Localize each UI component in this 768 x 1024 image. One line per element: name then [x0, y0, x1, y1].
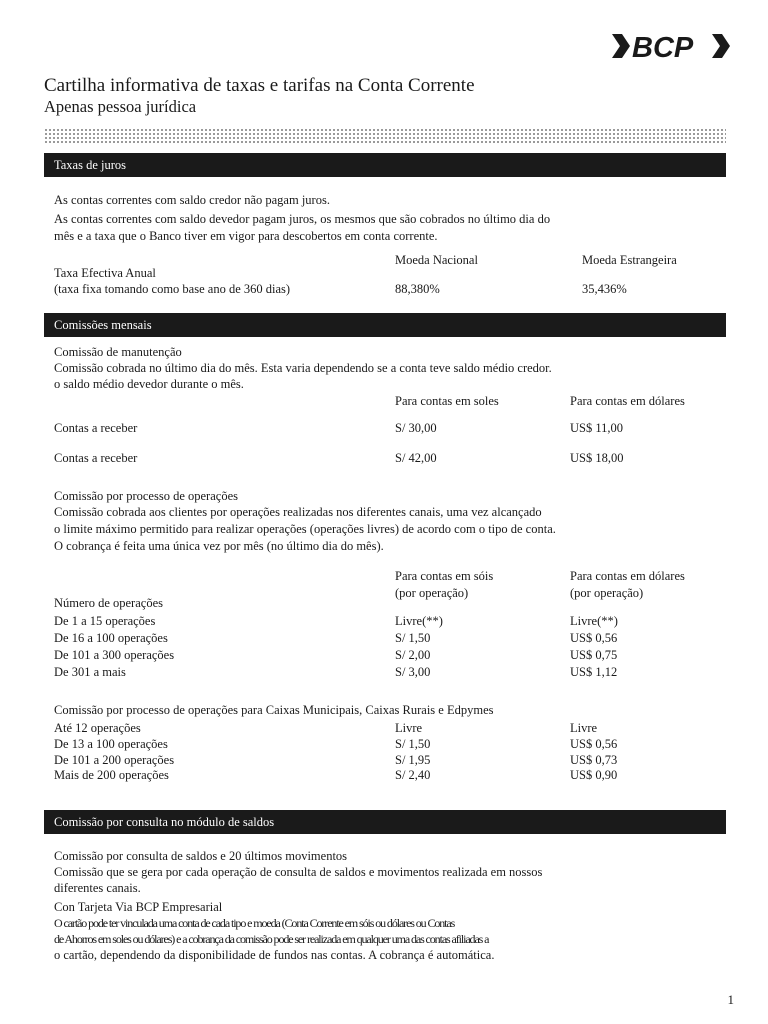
subsection-title: Con Tarjeta Via BCP Empresarial	[54, 900, 223, 914]
table-cell: US$ 0,56	[570, 737, 618, 751]
page-number: 1	[727, 992, 734, 1007]
table-cell: US$ 0,75	[570, 648, 618, 662]
body-text: o limite máximo permitido para realizar operações (operações livres) de acordo com o tipo de conta.	[54, 522, 556, 536]
table-row-label: Contas a receber	[54, 451, 138, 465]
body-text: diferentes canais.	[54, 881, 141, 895]
table-cell: Livre(**)	[570, 614, 618, 628]
table-cell: US$ 0,73	[570, 753, 618, 767]
juros-text: mês e a taxa que o Banco tiver em vigor para descobertos em conta corrente.	[54, 229, 438, 243]
page-subtitle: Apenas pessoa jurídica	[44, 97, 197, 116]
table-cell: US$ 1,12	[570, 665, 618, 679]
tea-label: Taxa Efectiva Anual	[54, 266, 156, 280]
page-title: Cartilha informativa de taxas e tarifas na Conta Corrente	[44, 75, 475, 96]
column-header: Moeda Nacional	[395, 253, 478, 267]
table-cell: Livre(**)	[395, 614, 443, 628]
row-header: Número de operações	[54, 596, 163, 610]
juros-text: As contas correntes com saldo credor não pagam juros.	[54, 193, 330, 207]
table-cell: US$ 18,00	[570, 451, 624, 465]
tea-value: 35,436%	[582, 282, 627, 296]
column-subheader: (por operação)	[395, 586, 469, 600]
bcp-logo	[612, 26, 732, 66]
table-cell: S/ 1,95	[395, 753, 431, 767]
body-text: O cobrança é feita uma única vez por mês (no último dia do mês).	[54, 539, 384, 553]
table-cell: S/ 30,00	[395, 421, 437, 435]
section-header-mensais: Comissões mensais	[44, 313, 726, 337]
subsection-title: Comissão por processo de operações para Caixas Municipais, Caixas Rurais e Edpymes	[54, 703, 494, 717]
column-header: Moeda Estrangeira	[582, 253, 677, 267]
table-row-label: Mais de 200 operações	[54, 768, 169, 782]
section-header-consulta: Comissão por consulta no módulo de saldos	[44, 810, 726, 834]
table-row-label: De 101 a 300 operações	[54, 648, 175, 662]
body-text: Comissão cobrada no último dia do mês. Esta varia dependendo se a conta teve saldo médio credor.	[54, 361, 552, 375]
column-header: Para contas em dólares	[570, 569, 685, 583]
table-row-label: De 101 a 200 operações	[54, 753, 175, 767]
table-cell: S/ 1,50	[395, 737, 431, 751]
body-text: o saldo médio devedor durante o mês.	[54, 377, 244, 391]
logo-text: BCP	[632, 32, 694, 64]
tea-note: (taxa fixa tomando como base ano de 360 dias)	[54, 282, 291, 296]
column-header: Para contas em soles	[395, 394, 499, 408]
table-cell: S/ 3,00	[395, 665, 431, 679]
table-cell: Livre	[395, 721, 423, 735]
table-cell: US$ 0,90	[570, 768, 618, 782]
tea-value: 88,380%	[395, 282, 440, 296]
subsection-title: Comissão por consulta de saldos e 20 últimos movimentos	[54, 849, 348, 863]
table-row-label: Contas a receber	[54, 421, 138, 435]
table-row-label: De 16 a 100 operações	[54, 631, 168, 645]
column-header: Para contas em sóis	[395, 569, 494, 583]
body-text: Comissão que se gera por cada operação de consulta de saldos e movimentos realizada em nossos	[54, 865, 543, 879]
table-cell: Livre	[570, 721, 598, 735]
body-text: o cartão, dependendo da disponibilidade de fundos nas contas. A cobrança é automática.	[54, 948, 495, 962]
table-cell: US$ 0,56	[570, 631, 618, 645]
table-row-label: Até 12 operações	[54, 721, 141, 735]
column-header: Para contas em dólares	[570, 394, 685, 408]
section-header-juros: Taxas de juros	[44, 153, 726, 177]
table-cell: S/ 2,40	[395, 768, 431, 782]
body-text: de Ahorros em soles ou dólares) e a cobrança da comissão pode ser realizada em qualquer uma das contas afiliadas a	[54, 932, 489, 946]
subsection-title: Comissão de manutenção	[54, 345, 182, 359]
table-cell: S/ 42,00	[395, 451, 437, 465]
column-subheader: (por operação)	[570, 586, 644, 600]
subsection-title: Comissão por processo de operações	[54, 489, 238, 503]
table-row-label: De 1 a 15 operações	[54, 614, 156, 628]
body-text: O cartão pode ter vinculada uma conta de cada tipo e moeda (Conta Corrente em sóis ou dólares ou Contas	[54, 916, 455, 930]
table-cell: US$ 11,00	[570, 421, 624, 435]
body-text: Comissão cobrada aos clientes por operações realizadas nos diferentes canais, uma vez alcançado	[54, 505, 542, 519]
table-cell: S/ 1,50	[395, 631, 431, 645]
juros-text: As contas correntes com saldo devedor pagam juros, os mesmos que são cobrados no último dia do	[54, 212, 551, 226]
table-cell: S/ 2,00	[395, 648, 431, 662]
dotted-divider	[44, 128, 726, 144]
table-row-label: De 301 a mais	[54, 665, 126, 679]
table-row-label: De 13 a 100 operações	[54, 737, 168, 751]
